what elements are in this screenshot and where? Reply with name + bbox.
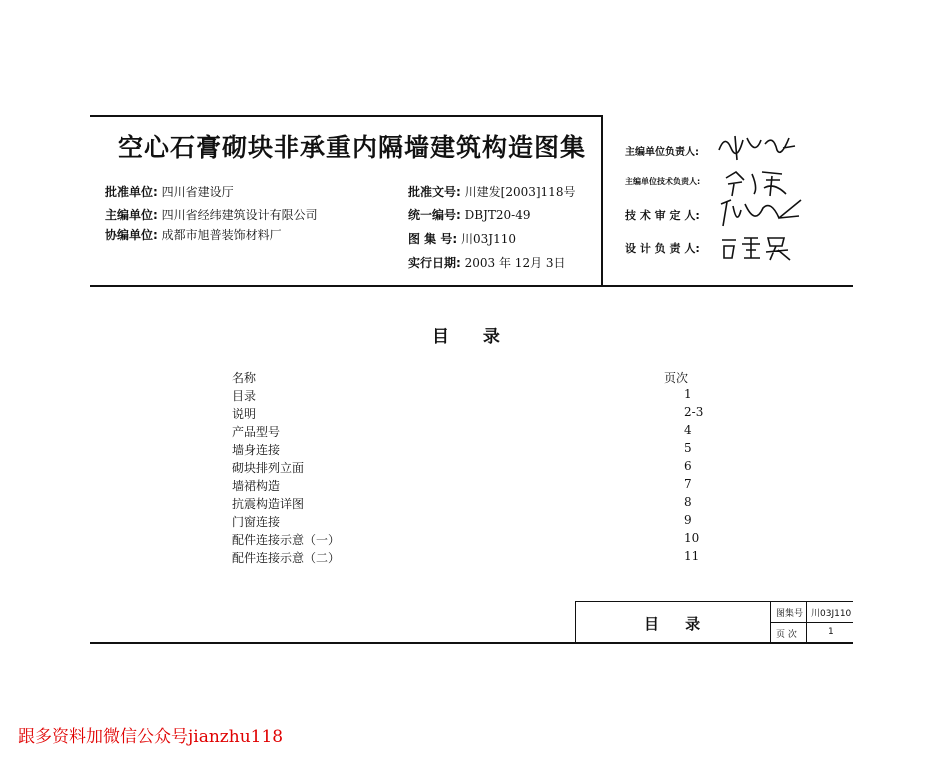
unified-number-label: 统一编号: bbox=[408, 208, 461, 222]
unified-number bbox=[408, 206, 531, 223]
toc-row bbox=[232, 405, 712, 423]
toc-row bbox=[232, 459, 712, 477]
toc-row-page: 5 bbox=[684, 441, 692, 455]
editor-unit-label: 主编单位: bbox=[105, 208, 158, 222]
toc-header bbox=[232, 369, 712, 387]
toc-row-page: 1 bbox=[684, 387, 692, 401]
toc-row-name: 说明 bbox=[232, 407, 257, 421]
toc-row-name: 墙身连接 bbox=[232, 443, 281, 457]
atlas-number-value: 川03J110 bbox=[460, 232, 516, 246]
header-top-rule bbox=[90, 115, 602, 117]
unified-number-value: DBJT20-49 bbox=[464, 208, 531, 222]
co-editor-unit bbox=[105, 226, 282, 243]
watermark-text: 跟多资料加微信公众号jianzhu118 bbox=[18, 727, 284, 747]
approval-number-label: 批准文号: bbox=[408, 185, 461, 199]
signature-tech-reviewer bbox=[715, 196, 805, 230]
toc-title: 目 录 bbox=[432, 327, 514, 347]
approval-unit-value: 四川省建设厅 bbox=[161, 185, 234, 199]
toc-row-page: 4 bbox=[684, 423, 692, 437]
title-block-name: 目 录 bbox=[644, 615, 701, 633]
signature-editor-head bbox=[715, 130, 800, 162]
effective-date-value: 2003 年 12月 3日 bbox=[464, 256, 566, 270]
toc-row-name: 门窗连接 bbox=[232, 515, 281, 529]
approval-unit-label: 批准单位: bbox=[105, 185, 158, 199]
editor-head-label: 主编单位负责人: bbox=[625, 147, 699, 158]
header-vertical-divider bbox=[601, 115, 603, 287]
toc-row-name: 配件连接示意（一） bbox=[232, 533, 341, 547]
toc-header-name: 名称 bbox=[232, 371, 257, 385]
tech-reviewer-label: 技 术 审 定 人: bbox=[625, 209, 700, 222]
toc-row bbox=[232, 477, 712, 495]
signature-design-head bbox=[718, 232, 798, 262]
title-block-atlas-value: 川03J110 bbox=[811, 609, 852, 619]
title-block-label-rule bbox=[806, 601, 807, 643]
toc-row-name: 砌块排列立面 bbox=[232, 461, 305, 475]
toc-row bbox=[232, 549, 712, 567]
title-block-page-label: 页 次 bbox=[776, 630, 797, 640]
toc-row-name: 目录 bbox=[232, 389, 257, 403]
toc-row-name: 配件连接示意（二） bbox=[232, 551, 341, 565]
editor-unit bbox=[105, 206, 318, 223]
title-block-left-rule bbox=[575, 601, 576, 643]
toc-row-page: 11 bbox=[684, 549, 700, 563]
editor-tech-head-label: 主编单位技术负责人: bbox=[625, 177, 701, 186]
editor-unit-value: 四川省经纬建筑设计有限公司 bbox=[161, 208, 318, 222]
title-block-page-value: 1 bbox=[828, 627, 834, 637]
toc-row-page: 6 bbox=[684, 459, 692, 473]
toc-row-name: 墙裙构造 bbox=[232, 479, 281, 493]
toc-row-page: 8 bbox=[684, 495, 692, 509]
toc-row bbox=[232, 531, 712, 549]
header-bottom-rule bbox=[90, 285, 853, 287]
approval-unit bbox=[105, 183, 234, 200]
co-editor-unit-value: 成都市旭普装饰材料厂 bbox=[161, 228, 282, 242]
toc-row-name: 产品型号 bbox=[232, 425, 281, 439]
title-block-atlas-label: 图集号 bbox=[776, 609, 804, 619]
page-bottom-rule bbox=[90, 642, 853, 644]
toc-row-page: 7 bbox=[684, 477, 692, 491]
toc-row bbox=[232, 387, 712, 405]
toc-header-page: 页次 bbox=[664, 371, 689, 385]
approval-number-value: 川建发[2003]118号 bbox=[464, 185, 576, 199]
co-editor-unit-label: 协编单位: bbox=[105, 228, 158, 242]
toc-row bbox=[232, 423, 712, 441]
toc-row-page: 2-3 bbox=[684, 405, 704, 419]
effective-date bbox=[408, 254, 566, 271]
effective-date-label: 实行日期: bbox=[408, 256, 461, 270]
approval-number bbox=[408, 183, 575, 200]
atlas-number-label: 图 集 号: bbox=[408, 232, 458, 246]
toc-row-page: 9 bbox=[684, 513, 692, 527]
toc-row bbox=[232, 441, 712, 459]
atlas-number bbox=[408, 230, 516, 247]
design-head-label: 设 计 负 责 人: bbox=[625, 242, 700, 255]
signature-editor-tech-head bbox=[722, 168, 792, 198]
toc-row-name: 抗震构造详图 bbox=[232, 497, 305, 511]
toc-row bbox=[232, 495, 712, 513]
toc-row bbox=[232, 513, 712, 531]
document-title: 空心石膏砌块非承重内隔墙建筑构造图集 bbox=[118, 133, 587, 162]
title-block-row-rule bbox=[770, 622, 853, 623]
toc-row-page: 10 bbox=[684, 531, 700, 545]
title-block-top-rule bbox=[575, 601, 853, 602]
